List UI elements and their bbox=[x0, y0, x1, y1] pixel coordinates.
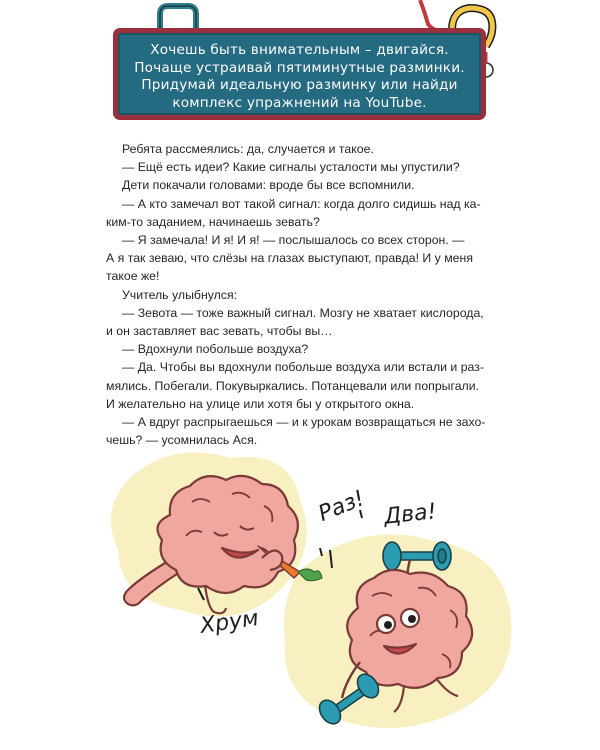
sign-line: комплекс упражнений на YouTube. bbox=[172, 94, 427, 111]
brains-illustration bbox=[0, 440, 600, 750]
story-text bbox=[106, 140, 496, 449]
count-two: Два! bbox=[382, 499, 438, 530]
story-line: — Вдохнули побольше воздуха? bbox=[122, 342, 309, 357]
sign-line: Придумай идеальную разминку или найди bbox=[141, 77, 458, 93]
story-line: и он заставляет вас зевать, чтобы вы… bbox=[106, 324, 333, 339]
story-line: мялись. Побегали. Покувыркались. Потанцевали или попрыгали. bbox=[106, 378, 480, 393]
story-line: Дети покачали головами: вроде бы все вспомнили. bbox=[122, 178, 415, 193]
count-one: Раз! bbox=[315, 486, 369, 527]
story-line: — Ещё есть идеи? Какие сигналы усталости мы упустили? bbox=[122, 160, 460, 175]
story-line: — Я замечала! И я! И я! — послышалось со всех сторон. — bbox=[122, 233, 465, 248]
story-line: ким-то заданием, начинаешь зевать? bbox=[106, 214, 320, 229]
story-line: — А кто замечал вот такой сигнал: когда долго сидишь над ка- bbox=[122, 196, 481, 211]
story-line: чешь? — усомнилась Ася. bbox=[106, 433, 258, 448]
story-line: А я так зеваю, что слёзы на глазах выступают, правда! И у меня bbox=[106, 251, 473, 266]
sign-board bbox=[0, 0, 600, 130]
story-line: Ребята рассмеялись: да, случается и такое. bbox=[122, 142, 374, 156]
sign-text bbox=[118, 42, 481, 112]
story-line: такое же! bbox=[106, 269, 160, 284]
story-line: — Зевота — тоже важный сигнал. Мозгу не хватает кислорода, bbox=[122, 305, 484, 320]
story-line: — А вдруг распрыгаешься — и к урокам возвращаться не захо- bbox=[122, 415, 486, 430]
sign-line: Почаще устраивай пятиминутные разминки. bbox=[134, 59, 465, 76]
story-line: — Да. Чтобы вы вдохнули побольше воздуха или встали и раз- bbox=[122, 360, 484, 375]
crunch-sound: Хрум bbox=[198, 606, 261, 639]
story-line: Учитель улыбнулся: bbox=[122, 287, 238, 302]
sign-panel bbox=[113, 28, 486, 120]
sign-line: Хочешь быть внимательным – двигайся. bbox=[150, 42, 449, 58]
story-line: И желательно на улице или хотя бы у открытого окна. bbox=[106, 396, 415, 411]
